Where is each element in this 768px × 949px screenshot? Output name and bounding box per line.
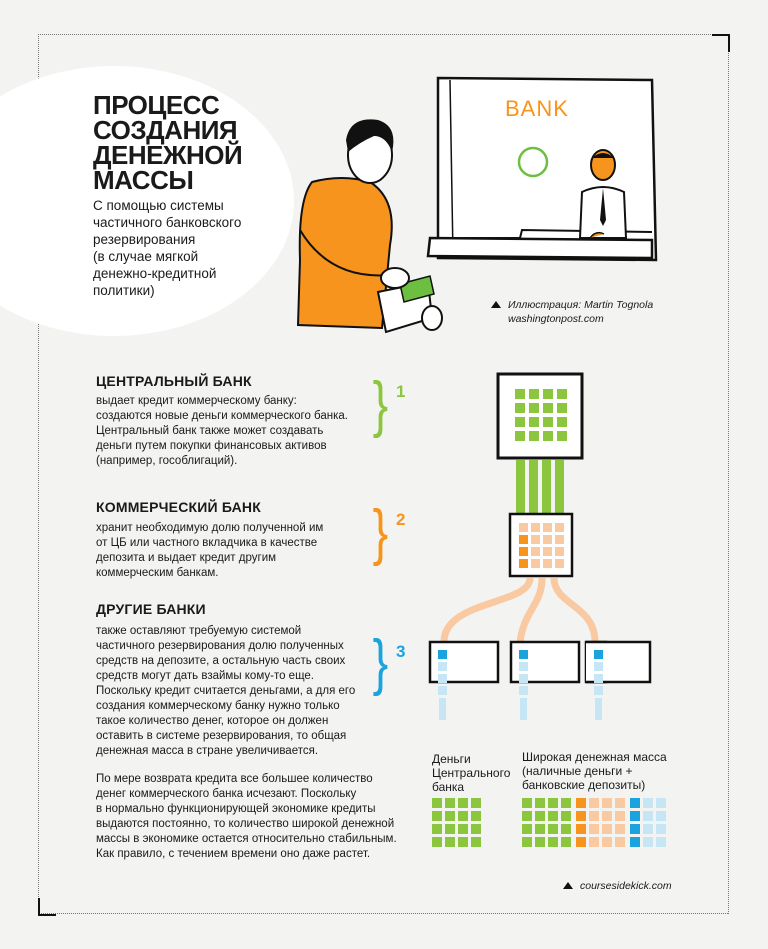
other-bank-boxes bbox=[430, 642, 650, 682]
section-title-other-banks: ДРУГИЕ БАНКИ bbox=[96, 601, 206, 617]
legend-broad-money-grid bbox=[522, 798, 682, 858]
customer-figure bbox=[298, 119, 442, 332]
triangle-icon bbox=[563, 882, 573, 889]
section-text-central-bank: выдает кредит коммерческому банку: создаются новые деньги коммерческого банка. Центральный банк также может создавать деньги путем покупки финансовых активов (например, гособлигаций). bbox=[96, 395, 349, 467]
section-text-commercial-bank: хранит необходимую долю полученной им от ЦБ или частного вкладчика в качестве депозита и выдает кредит другим коммерческим банкам. bbox=[96, 522, 324, 579]
brace-icon: } bbox=[372, 498, 389, 567]
illustration-credit: Иллюстрация: Martin Tognola washingtonpost.com bbox=[508, 298, 653, 326]
legend-central-money-label: Деньги Центрального банка bbox=[432, 752, 511, 794]
step-number: 3 bbox=[396, 642, 406, 661]
closing-paragraph: По мере возврата кредита все большее количество денег коммерческого банка исчезают. Поскольку в нормально функционирующей экономике кредиты выдаются постоянно, то количество широкой денежной массы в экономике остается относительно стабильным. Как правило, с течением времени оно даже растет. bbox=[96, 773, 397, 860]
frame-edge-bottom bbox=[38, 913, 728, 914]
legend-broad-money-label: Широкая денежная масса (наличные деньги + банковские депозиты) bbox=[522, 750, 667, 792]
source-site: coursesidekick.com bbox=[580, 880, 672, 892]
money-flow-diagram bbox=[420, 360, 620, 740]
section-text-other-banks: также оставляют требуемую системой частичного резервирования долю полученных средств на депозите, а остальную часть своих средств могут дать взаймы кому-то еще. Поскольку кредит считается деньгами, а для его создания коммерческому банку нужно только такое количество денег, которое он должен оставить в системе резервирования, то общая денежная масса в стране увеличивается. bbox=[96, 625, 356, 757]
brace-icon: } bbox=[372, 370, 389, 439]
bank-sign: BANK bbox=[505, 96, 569, 121]
frame-corner-bottom-left bbox=[38, 898, 56, 916]
central-bank-flow bbox=[516, 460, 564, 514]
section-title-commercial-bank: КОММЕРЧЕСКИЙ БАНК bbox=[96, 499, 261, 515]
commercial-bank-flow bbox=[444, 578, 595, 642]
triangle-icon bbox=[491, 301, 501, 308]
frame-edge-right bbox=[726, 34, 729, 914]
frame-corner-top-right bbox=[712, 34, 730, 52]
legend-central-money-grid bbox=[432, 798, 492, 858]
page-subtitle: С помощью системы частичного банковского резервирования (в случае мягкой денежно-кредитной политики) bbox=[93, 198, 242, 298]
central-bank-box bbox=[498, 374, 582, 458]
step-number: 2 bbox=[396, 510, 406, 529]
page-title: ПРОЦЕСС СОЗДАНИЯ ДЕНЕЖНОЙ МАССЫ bbox=[93, 90, 243, 195]
section-title-central-bank: ЦЕНТРАЛЬНЫЙ БАНК bbox=[96, 373, 252, 389]
step-number: 1 bbox=[396, 382, 406, 401]
brace-icon: } bbox=[372, 628, 389, 697]
